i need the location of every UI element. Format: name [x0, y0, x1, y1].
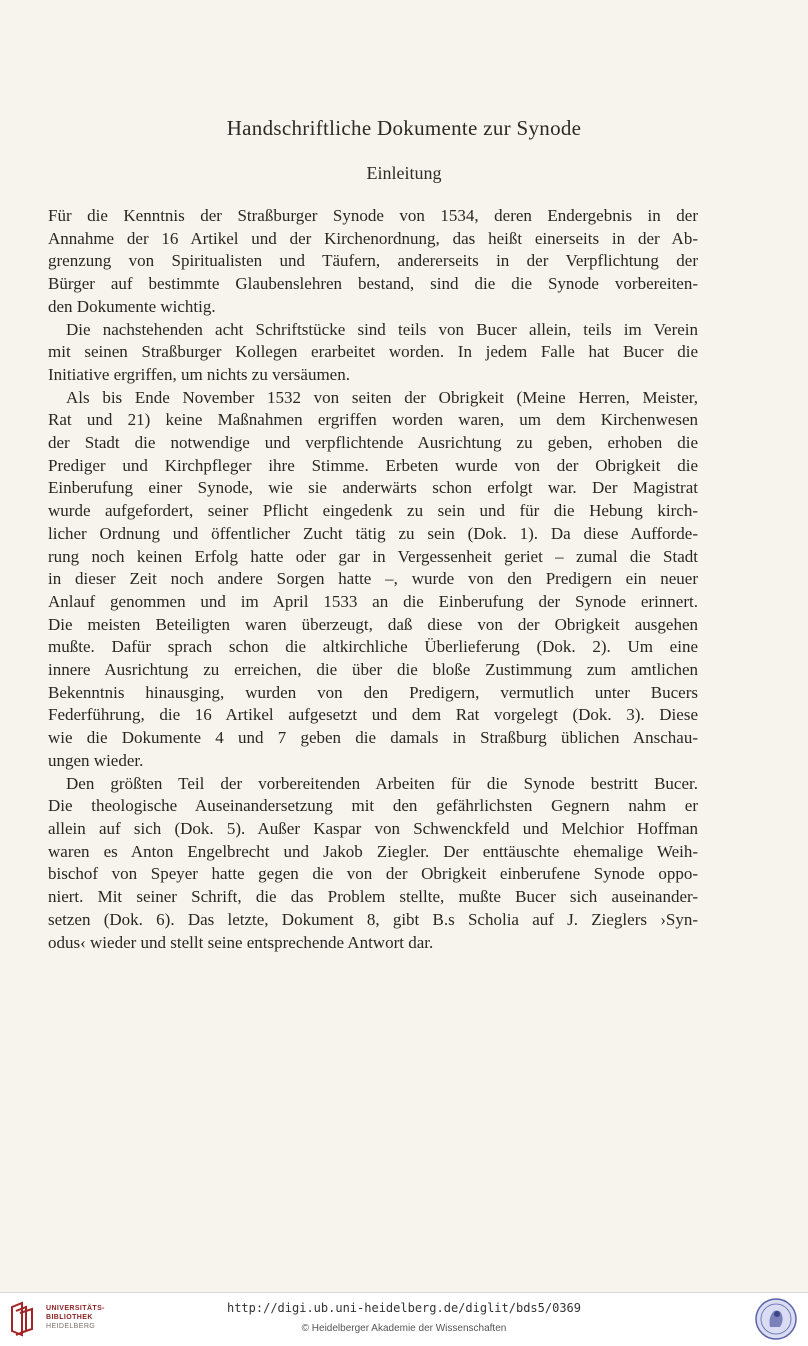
- text-line: grenzung von Spiritualisten und Täufern, andererseits in der Verpflichtung der: [48, 251, 698, 271]
- permalink-url[interactable]: http://digi.ub.uni-heidelberg.de/diglit/bds5/0369: [226, 1301, 581, 1315]
- text-line: mit seinen Straßburger Kollegen erarbeitet worden. In jedem Falle hat Bucer die: [48, 342, 698, 362]
- text-line: allein auf sich (Dok. 5). Außer Kaspar von Schwenckfeld und Melchior Hoffman: [48, 818, 698, 838]
- page-title: Handschriftliche Dokumente zur Synode: [226, 116, 582, 140]
- text-line: wurde aufgefordert, seiner Pflicht eingedenk zu sein und für die Hebung kirch-: [48, 501, 698, 521]
- paragraph: [48, 773, 698, 955]
- text-line: Als bis Ende November 1532 von seiten der Obrigkeit (Meine Herren, Meister,: [66, 387, 698, 407]
- text-line: bischof von Speyer hatte gegen die von der Obrigkeit einberufene Synode oppo-: [48, 864, 698, 884]
- text-line: Annahme der 16 Artikel und der Kirchenordnung, das heißt einerseits in der Ab-: [48, 228, 698, 248]
- text-line: Den größten Teil der vorbereitenden Arbeiten für die Synode bestritt Bucer.: [66, 773, 698, 793]
- text-line: Rat und 21) keine Maßnahmen ergriffen worden waren, um dem Kirchenwesen: [48, 410, 698, 430]
- text-line: Einberufung einer Synode, wie sie anderwärts schon erfolgt war. Der Magistrat: [48, 478, 698, 498]
- paragraph: [48, 205, 698, 319]
- text-line: ungen wieder.: [48, 750, 144, 770]
- text-line: licher Ordnung und öffentlicher Zucht tätig zu sein (Dok. 1). Da diese Aufforde-: [48, 523, 698, 543]
- text-line: mußte. Dafür sprach schon die altkirchliche Überlieferung (Dok. 2). Um eine: [48, 637, 698, 657]
- body-text: [48, 205, 698, 954]
- text-line: wie die Dokumente 4 und 7 geben die damals in Straßburg üblichen Anschau-: [48, 728, 698, 748]
- text-line: setzen (Dok. 6). Das letzte, Dokument 8, gibt B.s Scholia auf J. Zieglers ›Syn-: [48, 909, 698, 929]
- library-name-line1: UNIVERSITÄTS-: [46, 1305, 105, 1312]
- library-name-line2: BIBLIOTHEK: [46, 1314, 93, 1321]
- viewer-footer: [0, 1292, 808, 1346]
- text-line: Bürger auf bestimmte Glaubenslehren bestand, sind die die Synode vorbereiten-: [48, 274, 698, 294]
- text-line: Federführung, die 16 Artikel aufgesetzt und dem Rat vorgelegt (Dok. 3). Diese: [48, 705, 698, 725]
- text-line: Die meisten Beteiligten waren überzeugt, daß diese von der Obrigkeit ausgehen: [48, 614, 698, 634]
- text-line: Für die Kenntnis der Straßburger Synode von 1534, deren Endergebnis in der: [48, 206, 698, 225]
- text-line: der Stadt die notwendige und verpflichtende Ausrichtung zu geben, erhoben die: [48, 433, 698, 453]
- text-line: niert. Mit seiner Schrift, die das Problem stellte, mußte Bucer sich auseinander-: [48, 887, 698, 907]
- text-line: Die theologische Auseinandersetzung mit den gefährlichsten Gegnern nahm er: [48, 796, 698, 816]
- text-line: Bekenntnis hinausging, wurden von den Predigern, vermutlich unter Bucers: [48, 682, 698, 702]
- text-line: waren es Anton Engelbrecht und Jakob Ziegler. Der enttäuschte ehemalige Weih-: [48, 841, 698, 861]
- paragraph: [48, 387, 698, 773]
- text-line: innere Ausrichtung zu erreichen, die über die bloße Zustimmung zum amtlichen: [48, 660, 698, 680]
- copyright-notice: © Heidelberger Akademie der Wissenschaften: [301, 1323, 507, 1334]
- library-name-line3: HEIDELBERG: [46, 1323, 96, 1330]
- paragraph: [48, 319, 698, 387]
- text-line: in dieser Zeit noch andere Sorgen hatte –, wurde von den Predigern ein neuer: [48, 569, 698, 589]
- text-line: Anlauf genommen und im April 1533 an die Einberufung der Synode erinnert.: [48, 591, 698, 611]
- text-line: odus‹ wieder und stellt seine entsprechende Antwort dar.: [48, 932, 434, 952]
- text-line: rung noch keinen Erfolg hatte oder gar in Vergessenheit geriet – zumal die Stadt: [48, 546, 698, 566]
- text-line: Die nachstehenden acht Schriftstücke sind teils von Bucer allein, teils im Verein: [66, 319, 698, 339]
- text-line: Prediger und Kirchpfleger ihre Stimme. Erbeten wurde von der Obrigkeit die: [48, 455, 698, 475]
- section-heading: Einleitung: [366, 163, 442, 183]
- text-line: Initiative ergriffen, um nichts zu versäumen.: [48, 364, 350, 384]
- text-line: den Dokumente wichtig.: [48, 296, 216, 316]
- academy-seal-icon[interactable]: [754, 1297, 798, 1341]
